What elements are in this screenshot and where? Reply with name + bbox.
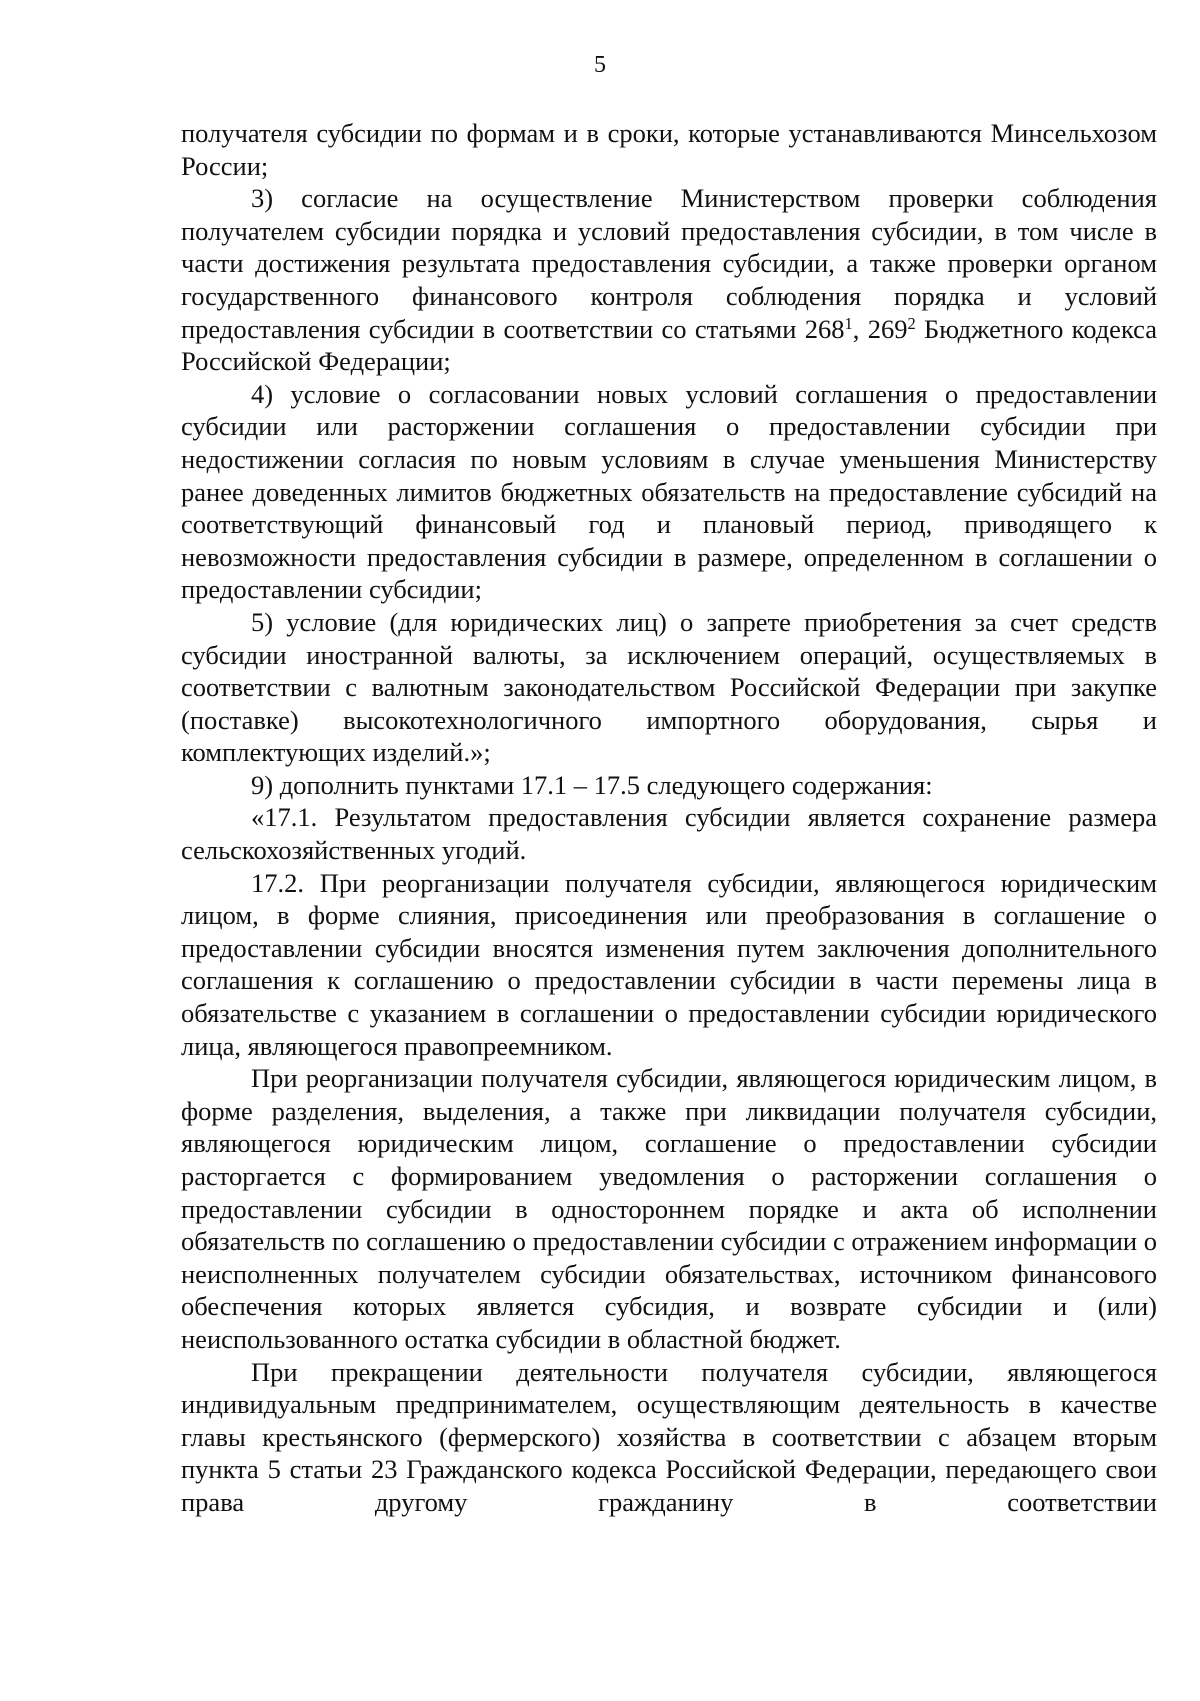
paragraph-continuation: получателя субсидии по формам и в сроки, которые устанавливаются Минсельхозом России; xyxy=(181,118,1157,181)
paragraph-item-9: 9) дополнить пунктами 17.1 – 17.5 следующего содержания: xyxy=(251,769,933,800)
document-body xyxy=(181,117,1157,1519)
page-number: 5 xyxy=(594,52,606,78)
paragraph-item-5: 5) условие (для юридических лиц) о запрете приобретения за счет средств субсидии иностранной валюты, за исключением операций, осуществляемых в соответствии с валютным законодательством Российской Федерации при закупке (поставке) высокотехнологичного импортного оборудования, сырья и комплектующих изделий.»; xyxy=(181,606,1157,768)
superscript-2: 2 xyxy=(907,313,916,333)
paragraph-item-4: 4) условие о согласовании новых условий соглашения о предоставлении субсидии или расторжении соглашения о предоставлении субсидии при недостижении согласия по новым условиям в случае уменьшения Министерству ранее доведенных лимитов бюджетных обязательств на предоставление субсидий на соответствующий финансовый год и плановый период, приводящего к невозможности предоставления субсидии в размере, определенном в соглашении о предоставлении субсидии; xyxy=(181,378,1157,605)
paragraph-item-3-text-middle: , 269 xyxy=(852,313,908,344)
paragraph-item-3 xyxy=(181,182,1157,378)
paragraph-17-2: 17.2. При реорганизации получателя субсидии, являющегося юридическим лицом, в форме слияния, присоединения или преобразования в соглашение о предоставлении субсидии вносятся изменения путем заключения дополнительного соглашения к соглашению о предоставлении субсидии в части перемены лица в обязательстве с указанием в соглашении о предоставлении субсидии юридического лица, являющегося правопреемником. xyxy=(181,867,1157,1061)
superscript-1: 1 xyxy=(844,313,853,333)
paragraph-item-3-text-after: Бюджетного кодекса Российской Федерации; xyxy=(181,313,1158,377)
paragraph-item-3-text-before: 3) согласие на осуществление Министерством проверки соблюдения получателем субсидии порядка и условий предоставления субсидии, в том числе в части достижения результата предоставления субсидии, а также проверки органом государственного финансового контроля соблюдения порядка и условий предоставления субсидии в соответствии со статьями 268 xyxy=(181,183,1157,344)
paragraph-17-1: «17.1. Результатом предоставления субсидии является сохранение размера сельскохозяйственных угодий. xyxy=(181,802,1157,866)
paragraph-reorganization-division: При реорганизации получателя субсидии, являющегося юридическим лицом, в форме разделения, выделения, а также при ликвидации получателя субсидии, являющегося юридическим лицом, соглашение о предоставлении субсидии расторгается с формированием уведомления о расторжении соглашения о предоставлении субсидии в одностороннем порядке и акта об исполнении обязательств по соглашению о предоставлении субсидии с отражением информации о неисполненных получателем субсидии обязательствах, источником финансового обеспечения которых является субсидия, и возврате субсидии и (или) неиспользованного остатка субсидии в областной бюджет. xyxy=(181,1063,1157,1354)
paragraph-termination: При прекращении деятельности получателя субсидии, являющегося индивидуальным предпринимателем, осуществляющим деятельность в качестве главы крестьянского (фермерского) хозяйства в соответствии с абзацем вторым пункта 5 статьи 23 Гражданского кодекса Российской Федерации, передающего свои права другому гражданину в соответствии xyxy=(181,1356,1157,1517)
